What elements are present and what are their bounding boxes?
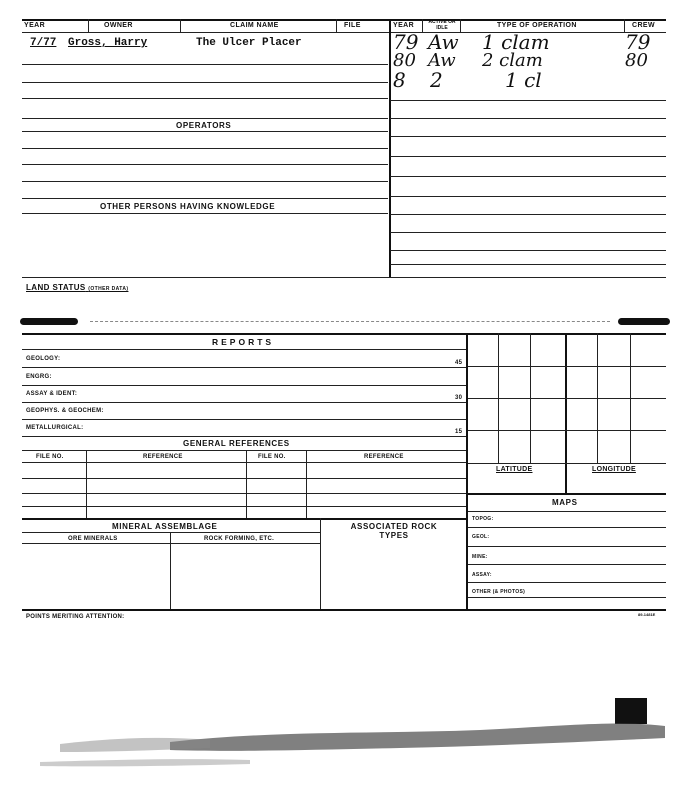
rule: [22, 506, 466, 507]
divider: [246, 450, 247, 518]
rule: [390, 250, 666, 251]
rule: [390, 100, 666, 101]
report-label-engrg: ENGRG:: [26, 374, 52, 380]
rule: [390, 176, 666, 177]
faint-rule: [90, 321, 610, 322]
rule: [22, 98, 388, 99]
operators-heading: OPERATORS: [176, 121, 232, 130]
rule: [22, 367, 466, 368]
report-label-geology: GEOLOGY:: [26, 356, 61, 362]
report-label-geophys: GEOPHYS. & GEOCHEM:: [26, 408, 104, 414]
ink-smudge-left: [20, 318, 78, 325]
rule: [22, 131, 388, 132]
divider: [180, 19, 181, 32]
maps-other: OTHER (& PHOTOS): [472, 589, 526, 595]
rule: [22, 213, 388, 214]
rule: [22, 532, 320, 533]
maps-top-rule: [468, 493, 666, 495]
activity-status-2: Aw: [428, 50, 456, 71]
rule: [22, 543, 320, 544]
activity-year-3: 8: [393, 68, 406, 92]
rule: [22, 64, 388, 65]
col-claim-label: CLAIM NAME: [230, 22, 279, 29]
main-column-divider: [389, 19, 391, 277]
rule: [390, 156, 666, 157]
reports-heading: REPORTS: [212, 337, 275, 347]
grid-line: [468, 463, 666, 464]
rule: [390, 118, 666, 119]
header-rule: [22, 32, 666, 33]
activity-year-2: 80: [393, 50, 416, 71]
maps-mine: MINE:: [472, 554, 488, 560]
col-operation-label: TYPE OF OPERATION: [497, 22, 577, 29]
rule: [390, 264, 666, 265]
bottom-rule: [22, 609, 666, 611]
activity-crew-2: 80: [625, 50, 648, 71]
other-persons-heading: OTHER PERSONS HAVING KNOWLEDGE: [100, 202, 276, 211]
grid-line: [468, 366, 666, 367]
rule: [468, 564, 666, 565]
rule: [390, 214, 666, 215]
mineral-assemblage-heading: MINERAL ASSEMBLAGE: [112, 522, 218, 531]
activity-operation-1: 1 clam: [482, 30, 550, 54]
rule: [390, 232, 666, 233]
grid-line: [468, 398, 666, 399]
col-file-label: FILE: [344, 22, 361, 29]
grid-line: [468, 430, 666, 431]
land-status-note: (OTHER DATA): [88, 286, 129, 292]
maps-geol: GEOL:: [472, 534, 490, 540]
rule: [22, 493, 466, 494]
divider: [460, 19, 461, 32]
scan-noise: [20, 690, 670, 780]
rule: [468, 527, 666, 528]
report-num-geology: 45: [455, 360, 463, 366]
rule: [468, 597, 666, 598]
col-owner-label: OWNER: [104, 22, 133, 29]
rule: [22, 82, 388, 83]
divider: [170, 532, 171, 609]
reports-top-rule: [22, 333, 666, 335]
activity-operation-3: 1 cl: [505, 68, 542, 92]
divider: [86, 450, 87, 518]
report-num-metallurgical: 15: [455, 429, 463, 435]
rule: [22, 478, 466, 479]
rule: [22, 419, 466, 420]
mineral-col-ore: ORE MINERALS: [68, 536, 118, 542]
rule: [22, 198, 388, 199]
top-rule: [22, 19, 666, 21]
activity-crew-1: 79: [625, 30, 651, 54]
mineral-top-rule: [22, 518, 466, 520]
rule: [22, 164, 388, 165]
activity-status-1: Aw: [428, 30, 459, 54]
latitude-label: LATITUDE: [496, 466, 533, 473]
rule: [22, 450, 466, 451]
ink-smudge-right: [618, 318, 670, 325]
general-references-heading: GENERAL REFERENCES: [183, 439, 290, 448]
rule: [22, 148, 388, 149]
reports-right-divider: [466, 333, 468, 609]
rule: [468, 582, 666, 583]
col-active-label: ACTIVE OR IDLE: [428, 19, 456, 31]
report-label-metallurgical: METALLURGICAL:: [26, 425, 84, 431]
col-crew-label: CREW: [632, 22, 655, 29]
divider: [88, 19, 89, 32]
record-date: 7/77: [30, 37, 57, 49]
rule: [468, 511, 666, 512]
land-status-heading: [26, 283, 128, 292]
rule: [22, 349, 466, 350]
rule: [390, 136, 666, 137]
activity-year-1: 79: [393, 30, 419, 54]
rule: [22, 436, 466, 437]
rule: [22, 402, 466, 403]
points-meriting-attention: POINTS MERITING ATTENTION:: [26, 614, 125, 620]
rule: [22, 277, 666, 278]
divider: [422, 19, 423, 32]
mineral-col-rock: ROCK FORMING, ETC.: [204, 536, 275, 542]
land-status-label: LAND STATUS: [26, 283, 86, 292]
activity-status-3: 2: [430, 68, 443, 92]
record-claim: The Ulcer Placer: [196, 37, 302, 49]
maps-assay: ASSAY:: [472, 572, 492, 578]
divider: [306, 450, 307, 518]
divider: [336, 19, 337, 32]
maps-heading: MAPS: [552, 498, 578, 507]
rule: [22, 462, 466, 463]
divider: [320, 518, 321, 609]
ref-col-reference-1: REFERENCE: [143, 454, 183, 460]
rule: [22, 181, 388, 182]
rule: [22, 118, 388, 119]
col-year-label: YEAR: [24, 22, 46, 29]
form-number: 89-1481E: [638, 612, 656, 617]
associated-rock-types-heading: ASSOCIATED ROCK TYPES: [350, 522, 438, 540]
ref-col-reference-2: REFERENCE: [364, 454, 404, 460]
ref-col-file-1: FILE NO.: [36, 454, 64, 460]
col-year2-label: YEAR: [393, 22, 415, 29]
report-label-assay: ASSAY & IDENT:: [26, 391, 78, 397]
rule: [468, 546, 666, 547]
longitude-label: LONGITUDE: [592, 466, 636, 473]
ref-col-file-2: FILE NO.: [258, 454, 286, 460]
activity-operation-2: 2 clam: [482, 50, 543, 71]
record-owner: Gross, Harry: [68, 37, 148, 49]
report-num-assay: 30: [455, 395, 463, 401]
rule: [22, 385, 466, 386]
maps-topog: TOPOG:: [472, 516, 494, 522]
rule: [390, 196, 666, 197]
grid-line: [565, 333, 567, 493]
